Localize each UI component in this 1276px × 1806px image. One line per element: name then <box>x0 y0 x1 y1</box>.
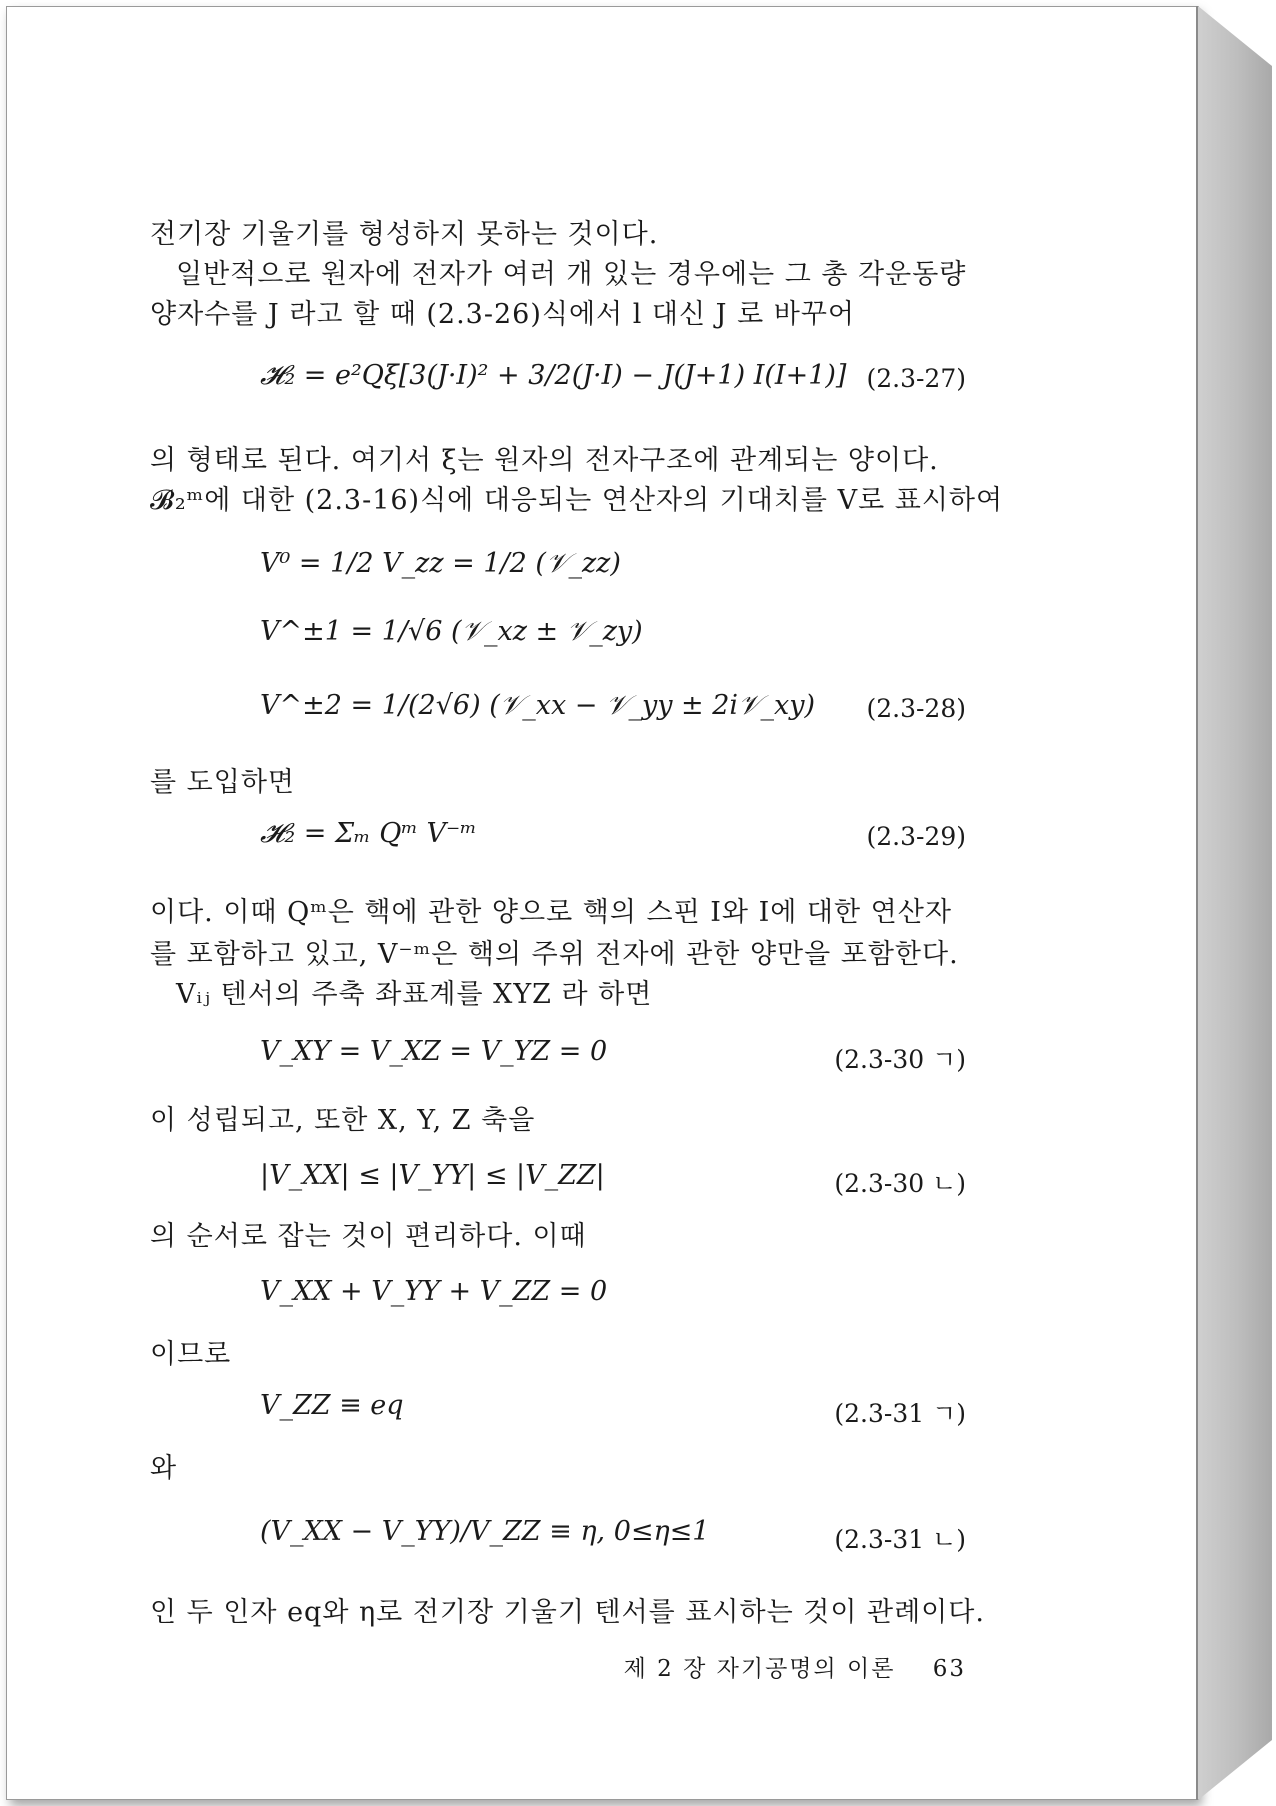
page-footer <box>624 1650 966 1683</box>
equation-number: (2.3-31 ㄴ) <box>834 1525 966 1554</box>
equation-number: (2.3-30 ㄴ) <box>834 1169 966 1198</box>
paragraph-line: 일반적으로 원자에 전자가 여러 개 있는 경우에는 그 총 각운동량 <box>176 259 967 290</box>
equation-number: (2.3-28) <box>866 694 966 723</box>
book-spine <box>1198 6 1272 1800</box>
paragraph-line: 전기장 기울기를 형성하지 못하는 것이다. <box>150 219 659 250</box>
paragraph-line: 를 도입하면 <box>150 767 295 798</box>
paragraph-line: 이 성립되고, 또한 X, Y, Z 축을 <box>150 1105 536 1136</box>
equation-2-3-28b: V^±1 = 1/√6 (𝒱_xz ± 𝒱_zy) <box>260 616 643 647</box>
equation-2-3-30a: V_XY = V_XZ = V_YZ = 0 <box>260 1036 608 1067</box>
equation-2-3-28a: V⁰ = 1/2 V_zz = 1/2 (𝒱_zz) <box>260 548 621 579</box>
equation-number: (2.3-27) <box>866 364 966 393</box>
equation-2-3-30b: |V_XX| ≤ |V_YY| ≤ |V_ZZ| <box>260 1160 605 1191</box>
equation-2-3-31b: (V_XX − V_YY)/V_ZZ ≡ η, 0≤η≤1 <box>260 1516 710 1547</box>
paragraph-line: 의 순서로 잡는 것이 편리하다. 이때 <box>150 1221 587 1252</box>
equation-number: (2.3-31 ㄱ) <box>834 1399 966 1428</box>
paragraph-line: 인 두 인자 eq와 η로 전기장 기울기 텐서를 표시하는 것이 관례이다. <box>150 1597 985 1628</box>
paragraph-line: 를 포함하고 있고, V⁻ᵐ은 핵의 주위 전자에 관한 양만을 포함한다. <box>150 939 959 970</box>
page-number: 63 <box>932 1656 966 1682</box>
equation-number: (2.3-30 ㄱ) <box>834 1045 966 1074</box>
equation-2-3-29: 𝓗₂ = Σₘ Qᵐ V⁻ᵐ <box>260 818 477 849</box>
paragraph-line: 이다. 이때 Qᵐ은 핵에 관한 양으로 핵의 스핀 I와 I에 대한 연산자 <box>150 897 952 928</box>
paragraph-line: 양자수를 J 라고 할 때 (2.3-26)식에서 l 대신 J 로 바꾸어 <box>150 299 855 330</box>
paragraph-line: 𝓑₂ᵐ에 대한 (2.3-16)식에 대응되는 연산자의 기대치를 V로 표시하여 <box>150 485 1004 516</box>
paragraph-line: 이므로 <box>150 1339 232 1370</box>
chapter-title: 제 2 장 자기공명의 이론 <box>623 1656 896 1682</box>
paragraph-line: 의 형태로 된다. 여기서 ξ는 원자의 전자구조에 관계되는 양이다. <box>150 445 939 476</box>
equation-2-3-27: 𝓗₂ = e²Qξ[3(J·I)² + 3/2(J·I) − J(J+1) I(I+1)] <box>260 360 847 391</box>
equation-2-3-31a: V_ZZ ≡ eq <box>260 1390 404 1421</box>
equation-2-3-28c: V^±2 = 1/(2√6) (𝒱_xx − 𝒱_yy ± 2i𝒱_xy) <box>260 690 816 721</box>
paragraph-line: 와 <box>150 1453 178 1484</box>
paragraph-line: Vᵢⱼ 텐서의 주축 좌표계를 XYZ 라 하면 <box>176 979 653 1010</box>
equation-2-3-30c: V_XX + V_YY + V_ZZ = 0 <box>260 1276 608 1307</box>
equation-number: (2.3-29) <box>866 822 966 851</box>
